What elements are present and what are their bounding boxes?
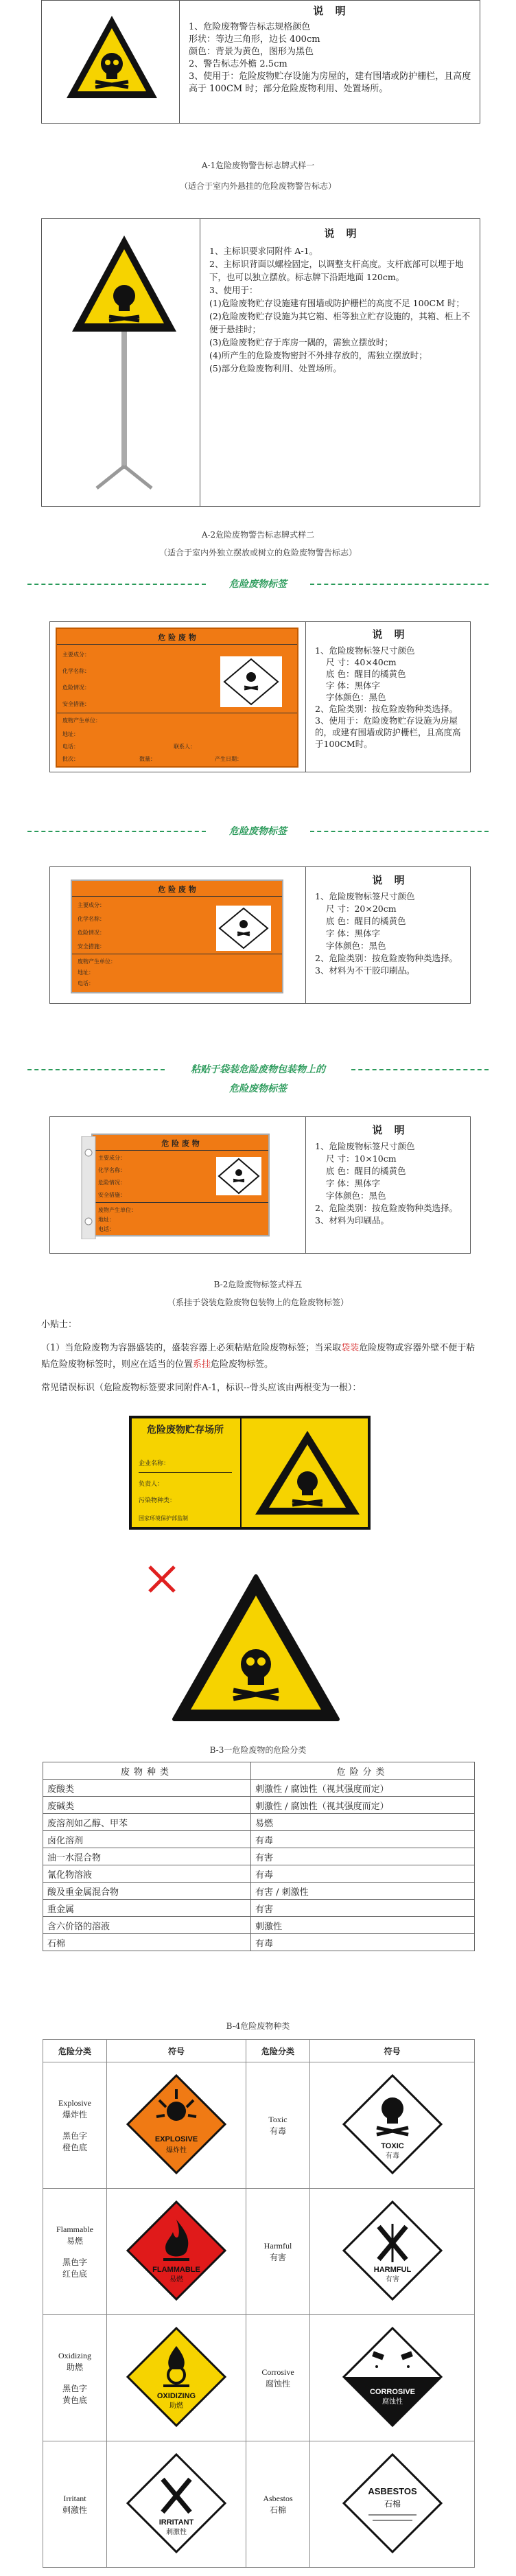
table-cell: 重金属 <box>43 1900 251 1917</box>
toxic-diamond-icon <box>220 656 282 707</box>
label3-title: 危 险 废 物 <box>161 1139 200 1148</box>
warning-triangle-skull-icon <box>253 1428 362 1517</box>
sign-label-cn: 助燃 <box>169 2402 183 2410</box>
hazard-class-note: 黑色字 <box>62 2383 87 2393</box>
hazard-class-en: Harmful <box>263 2240 292 2251</box>
a2-line: (4)所产生的危险废物密封不外排存放的，需独立摆放时； <box>209 350 427 360</box>
table-cell: 有毒 <box>251 1831 475 1848</box>
tips-text: 危险废物标签。 <box>211 1359 274 1370</box>
table-cell: 石棉 <box>43 1934 251 1951</box>
sign-label-cn: 易燃 <box>169 2276 183 2284</box>
tips-highlight: 系挂 <box>193 1359 211 1370</box>
label-field: 批次： <box>62 756 79 762</box>
label3-subheading: 粘贴于袋装危险废物包装物上的 <box>191 1064 325 1075</box>
sign-label-cn: 爆炸性 <box>166 2147 187 2154</box>
corrosive-diamond-icon <box>341 2325 444 2428</box>
hazard-class-cn: 腐蚀性 <box>265 2378 290 2389</box>
hazard-symbol-cell <box>310 2062 475 2189</box>
a2-line: 2、主标识背面以螺栓固定，以调整支杆高度。支杆底部可以埋于地下，也可以独立摆放。标志牌下沿距地面 120cm。 <box>209 259 464 282</box>
a1-line: 1、危险废物警告标志规格颜色 <box>189 22 311 32</box>
oxidizing-diamond-icon <box>125 2325 228 2428</box>
table-header: 危险分类 <box>251 1762 475 1780</box>
a1-explain-title: 说 明 <box>313 5 350 17</box>
table-cell: 氰化物溶液 <box>43 1865 251 1883</box>
label-field: 危险情况： <box>78 930 105 936</box>
sign-label: ASBESTOS <box>367 2486 417 2496</box>
tips-paragraph-1 <box>41 1340 480 1373</box>
label1-title: 危 险 废 物 <box>158 633 196 642</box>
table-cell: 有毒 <box>251 1865 475 1883</box>
label2-title: 危 险 废 物 <box>158 885 196 894</box>
tips-text: （1）当危险废物为容器盛装的，盛装容器上必须粘贴危险废物标签；当采取 <box>41 1343 342 1353</box>
label1-line: 2、危险类别：按危险废物种类选择。 <box>315 704 458 714</box>
label-field: 地址： <box>62 731 79 737</box>
standing-warning-sign-icon <box>69 233 179 494</box>
label1-heading: 危险废物标签 <box>229 579 287 590</box>
label-field: 危险情况： <box>62 685 90 691</box>
label1-explain-title: 说 明 <box>372 628 409 641</box>
label-field: 废物产生单位： <box>98 1207 137 1213</box>
table-row <box>43 1900 475 1917</box>
hazard-class-en: Irritant <box>63 2493 86 2503</box>
label2-panel <box>49 866 471 1004</box>
a2-line: 1、主标识要求同附件 A-1。 <box>209 246 318 256</box>
table-header: 危险分类 <box>246 2040 310 2062</box>
hazard-class-cn: 有害 <box>269 2252 286 2262</box>
table-row <box>43 1883 475 1900</box>
toxic-diamond-icon <box>341 2073 444 2176</box>
label-field: 主要成分： <box>98 1155 126 1161</box>
flammable-diamond-icon <box>125 2199 228 2302</box>
a1-line: 3、使用于：危险废物贮存设施为房屋的，建有围墙或防护栅栏，且高度高于 100CM 时；部分危险废物利用、处置场所。 <box>189 71 471 94</box>
table-row <box>43 1934 475 1951</box>
hazardous-waste-label-medium <box>71 879 283 993</box>
label-field: 电话： <box>62 744 79 750</box>
hazard-class-note: 红色底 <box>62 2268 87 2279</box>
table-row <box>43 1814 475 1831</box>
table-row <box>43 1917 475 1934</box>
label3-explain-title: 说 明 <box>372 1124 409 1136</box>
label-field: 安全措施： <box>98 1192 126 1198</box>
table-cell: 卤化溶剂 <box>43 1831 251 1848</box>
label3-panel <box>49 1116 471 1254</box>
label-field: 地址： <box>78 969 94 976</box>
hazard-class-note: 橙色底 <box>62 2142 87 2152</box>
table-row <box>43 2062 475 2189</box>
irritant-diamond-icon <box>125 2452 228 2555</box>
sign-label: OXIDIZING <box>156 2392 196 2400</box>
sign-label-cn: 腐蚀性 <box>382 2398 403 2406</box>
label1-line: 底 色：醒目的橘黄色 <box>326 669 406 679</box>
a1-line: 颜色：背景为黄色，图形为黑色 <box>189 47 314 57</box>
table-cell: 刺激性 / 腐蚀性（视其强度而定） <box>251 1780 475 1797</box>
sign-label: IRRITANT <box>159 2518 194 2527</box>
table-cell: 废溶剂如乙醇、甲苯 <box>43 1814 251 1831</box>
label-field: 联系人： <box>174 744 196 750</box>
hazard-class-cell <box>43 2062 107 2189</box>
label1-panel <box>49 621 471 772</box>
table-cell: 刺激性 <box>251 1917 475 1934</box>
hazard-class-caption: B-3一危险废物的危险分类 <box>209 1745 307 1755</box>
hazard-class-cell <box>246 2315 310 2441</box>
hazard-class-cell <box>43 2441 107 2568</box>
label1-line: 字体颜色：黑色 <box>326 692 386 702</box>
label2-line: 尺 寸：20×20cm <box>326 904 397 914</box>
hazard-class-cell <box>246 2189 310 2315</box>
a1-line: 形状：等边三角形，边长 400cm <box>189 34 320 45</box>
label3-caption: B-2危险废物标签式样五 <box>213 1280 303 1289</box>
a2-line: 3、使用于： <box>209 285 258 295</box>
hazard-class-en: Corrosive <box>261 2367 294 2377</box>
label-field: 废物产生单位： <box>62 717 101 724</box>
sign-field: 污染物种类： <box>139 1497 176 1504</box>
hazard-class-note: 黄色底 <box>62 2395 87 2405</box>
hazard-symbol-cell <box>310 2441 475 2568</box>
table-header: 废物种类 <box>43 1762 251 1780</box>
tag-hole-icon <box>80 1136 97 1239</box>
hazard-class-cn: 助燃 <box>66 2362 83 2372</box>
sign-label-cn: 有毒 <box>385 2152 399 2160</box>
table-cell: 含六价铬的溶液 <box>43 1917 251 1934</box>
label2-line: 字体颜色：黑色 <box>326 941 386 951</box>
label3-caption-sub: （系挂于袋装危险废物包装物上的危险废物标签） <box>167 1298 349 1307</box>
hazard-symbol-cell <box>107 2441 246 2568</box>
sign-field: 国家环境保护部监制 <box>139 1515 188 1521</box>
table-cell: 有害 / 刺激性 <box>251 1883 475 1900</box>
label2-line: 3、材料为不干胶印刷品。 <box>315 965 415 976</box>
table-header: 符号 <box>107 2040 246 2062</box>
table-row <box>43 1797 475 1814</box>
a2-caption-sub: （适合于室内外独立摆放或树立的危险废物警告标志） <box>159 548 357 557</box>
table-cell: 有毒 <box>251 1934 475 1951</box>
label-field: 废物产生单位： <box>78 958 116 965</box>
hazard-symbol-cell <box>310 2189 475 2315</box>
hazard-class-cn: 爆炸性 <box>62 2109 87 2119</box>
table-row <box>43 1848 475 1865</box>
hazard-symbol-caption: B-4危险废物种类 <box>226 2021 290 2031</box>
sign-label: EXPLOSIVE <box>154 2135 198 2143</box>
table-row <box>43 1780 475 1797</box>
sign-field: 企业名称： <box>139 1460 170 1467</box>
hazard-class-en: Toxic <box>268 2114 288 2124</box>
label-field: 电话： <box>98 1226 115 1232</box>
incorrect-warning-triangle-icon <box>170 1572 342 1725</box>
a1-caption: A-1危险废物警告标志牌式样一 <box>201 161 315 170</box>
tips-title: 小贴士： <box>41 1320 78 1330</box>
toxic-diamond-icon <box>216 906 271 951</box>
table-cell: 有害 <box>251 1900 475 1917</box>
sign-label: HARMFUL <box>373 2266 411 2274</box>
a2-line: (5)部分危险废物利用、处置场所。 <box>209 363 342 373</box>
table-cell: 刺激性 / 腐蚀性（视其强度而定） <box>251 1797 475 1814</box>
label-field: 安全措施： <box>78 943 105 950</box>
label-field: 化学名称： <box>78 916 105 922</box>
table-header: 符号 <box>310 2040 475 2062</box>
table-cell: 有害 <box>251 1848 475 1865</box>
table-row <box>43 2189 475 2315</box>
label-field: 危险情况： <box>98 1180 126 1186</box>
hazardous-waste-label-large <box>56 628 298 768</box>
hazard-class-cn: 石棉 <box>269 2505 286 2515</box>
table-row <box>43 2315 475 2441</box>
table-cell: 废酸类 <box>43 1780 251 1797</box>
tips-highlight: 袋装 <box>341 1343 360 1353</box>
tips-text: 危险废物或容器外壁不便于粘贴危险废物标签时，则应在适当的位置 <box>41 1343 476 1370</box>
sign-label: FLAMMABLE <box>152 2266 200 2274</box>
label3-line: 2、危险类别：按危险废物种类选择。 <box>315 1203 458 1213</box>
a2-line: (2)危险废物贮存设施为其它箱、柜等独立贮存设施的，其箱、柜上不便于悬挂时； <box>209 311 471 334</box>
hazard-class-en: Explosive <box>58 2097 91 2108</box>
storage-place-sign <box>129 1416 371 1530</box>
hazard-symbol-cell <box>107 2062 246 2189</box>
hazard-class-cn: 刺激性 <box>62 2505 87 2515</box>
table-cell: 酸及重金属混合物 <box>43 1883 251 1900</box>
hazard-symbol-cell <box>310 2315 475 2441</box>
hazard-symbol-table <box>43 2039 475 2568</box>
label2-line: 1、危险废物标签尺寸颜色 <box>315 891 415 901</box>
label3-line: 1、危险废物标签尺寸颜色 <box>315 1141 415 1151</box>
table-row <box>43 2441 475 2568</box>
label2-line: 字 体：黑体字 <box>326 928 380 939</box>
hazard-symbol-cell <box>107 2315 246 2441</box>
sign-title: 危险废物贮存场所 <box>147 1425 224 1436</box>
label3-line: 字体颜色：黑色 <box>326 1191 386 1201</box>
table-header: 危险分类 <box>43 2040 107 2062</box>
toxic-diamond-icon <box>216 1157 261 1195</box>
label3-line: 字 体：黑体字 <box>326 1178 380 1188</box>
hazard-class-cell <box>43 2189 107 2315</box>
a2-explain-title: 说 明 <box>324 227 361 240</box>
sign-label-cn: 刺激性 <box>166 2529 187 2536</box>
table-cell: 废碱类 <box>43 1797 251 1814</box>
label-field: 产生日期： <box>215 756 242 762</box>
hazard-class-cell <box>246 2441 310 2568</box>
hazard-class-en: Asbestos <box>263 2493 293 2503</box>
hazard-class-en: Oxidizing <box>58 2350 91 2360</box>
label-field: 数量： <box>139 756 156 762</box>
hazard-class-note: 黑色字 <box>62 2130 87 2141</box>
hazard-class-cn: 有毒 <box>269 2126 286 2136</box>
harmful-diamond-icon <box>341 2199 444 2302</box>
a1-panel <box>41 0 480 124</box>
hazard-class-en: Flammable <box>56 2224 93 2234</box>
label3-line: 尺 寸：10×10cm <box>326 1153 397 1164</box>
label1-line: 尺 寸：40×40cm <box>326 657 397 667</box>
tips-paragraph-2: 常见错误标识（危险废物标签要求同附件A-1，标识--骨头应该由两根变为一根）： <box>41 1383 362 1393</box>
table-cell: 油一水混合物 <box>43 1848 251 1865</box>
label1-line: 3、使用于：危险废物贮存设施为房屋的，或建有围墙或防护栅栏，且高度高于100CM时。 <box>315 715 461 749</box>
label-field: 主要成分： <box>78 902 105 908</box>
hazard-class-cell <box>43 2315 107 2441</box>
label1-line: 字 体：黑体字 <box>326 680 380 691</box>
hazard-symbol-cell <box>107 2189 246 2315</box>
label-field: 地址： <box>98 1217 115 1223</box>
sign-field: 负责人： <box>139 1481 164 1488</box>
a2-line: (1)危险废物贮存设施建有围墙或防护栅栏的高度不足 100CM 时； <box>209 298 465 308</box>
table-row <box>43 1831 475 1848</box>
explosive-diamond-icon <box>125 2073 228 2176</box>
label2-line: 2、危险类别：按危险废物种类选择。 <box>315 953 458 963</box>
table-row <box>43 1865 475 1883</box>
a1-caption-sub: （适合于室内外悬挂的危险废物警告标志） <box>179 181 336 191</box>
warning-triangle-skull-icon <box>64 13 160 102</box>
label-field: 化学名称： <box>62 668 90 674</box>
sign-label-cn: 石棉 <box>384 2499 401 2509</box>
sign-label: CORROSIVE <box>369 2388 415 2396</box>
hazard-class-cell <box>246 2062 310 2189</box>
label3-line: 底 色：醒目的橘黄色 <box>326 1166 406 1176</box>
a2-panel <box>41 218 480 507</box>
label3-line: 3、材料为印刷品。 <box>315 1215 389 1226</box>
label1-line: 1、危险废物标签尺寸颜色 <box>315 645 415 656</box>
asbestos-label-icon <box>341 2452 444 2555</box>
hazard-class-note: 黑色字 <box>62 2257 87 2267</box>
label2-explain-title: 说 明 <box>372 874 409 886</box>
a2-line: (3)危险废物贮存于库房一隅的，需独立摆放时； <box>209 337 393 347</box>
label2-line: 底 色：醒目的橘黄色 <box>326 916 406 926</box>
hazard-class-table <box>43 1762 475 1951</box>
label-field: 电话： <box>78 980 94 987</box>
label-field: 化学名称： <box>98 1167 126 1173</box>
label2-heading: 危险废物标签 <box>229 826 287 837</box>
label3-heading: 危险废物标签 <box>229 1083 287 1094</box>
label-field: 安全措施： <box>62 701 90 707</box>
hazardous-waste-hang-tag <box>91 1134 270 1237</box>
a1-line: 2、警告标志外檐 2.5cm <box>189 59 288 69</box>
hazard-class-cn: 易燃 <box>66 2235 83 2246</box>
sign-label-cn: 有害 <box>385 2276 399 2284</box>
label-field: 主要成分： <box>62 652 90 658</box>
table-cell: 易燃 <box>251 1814 475 1831</box>
sign-label: TOXIC <box>380 2142 404 2150</box>
a2-caption: A-2危险废物警告标志牌式样二 <box>201 530 315 540</box>
